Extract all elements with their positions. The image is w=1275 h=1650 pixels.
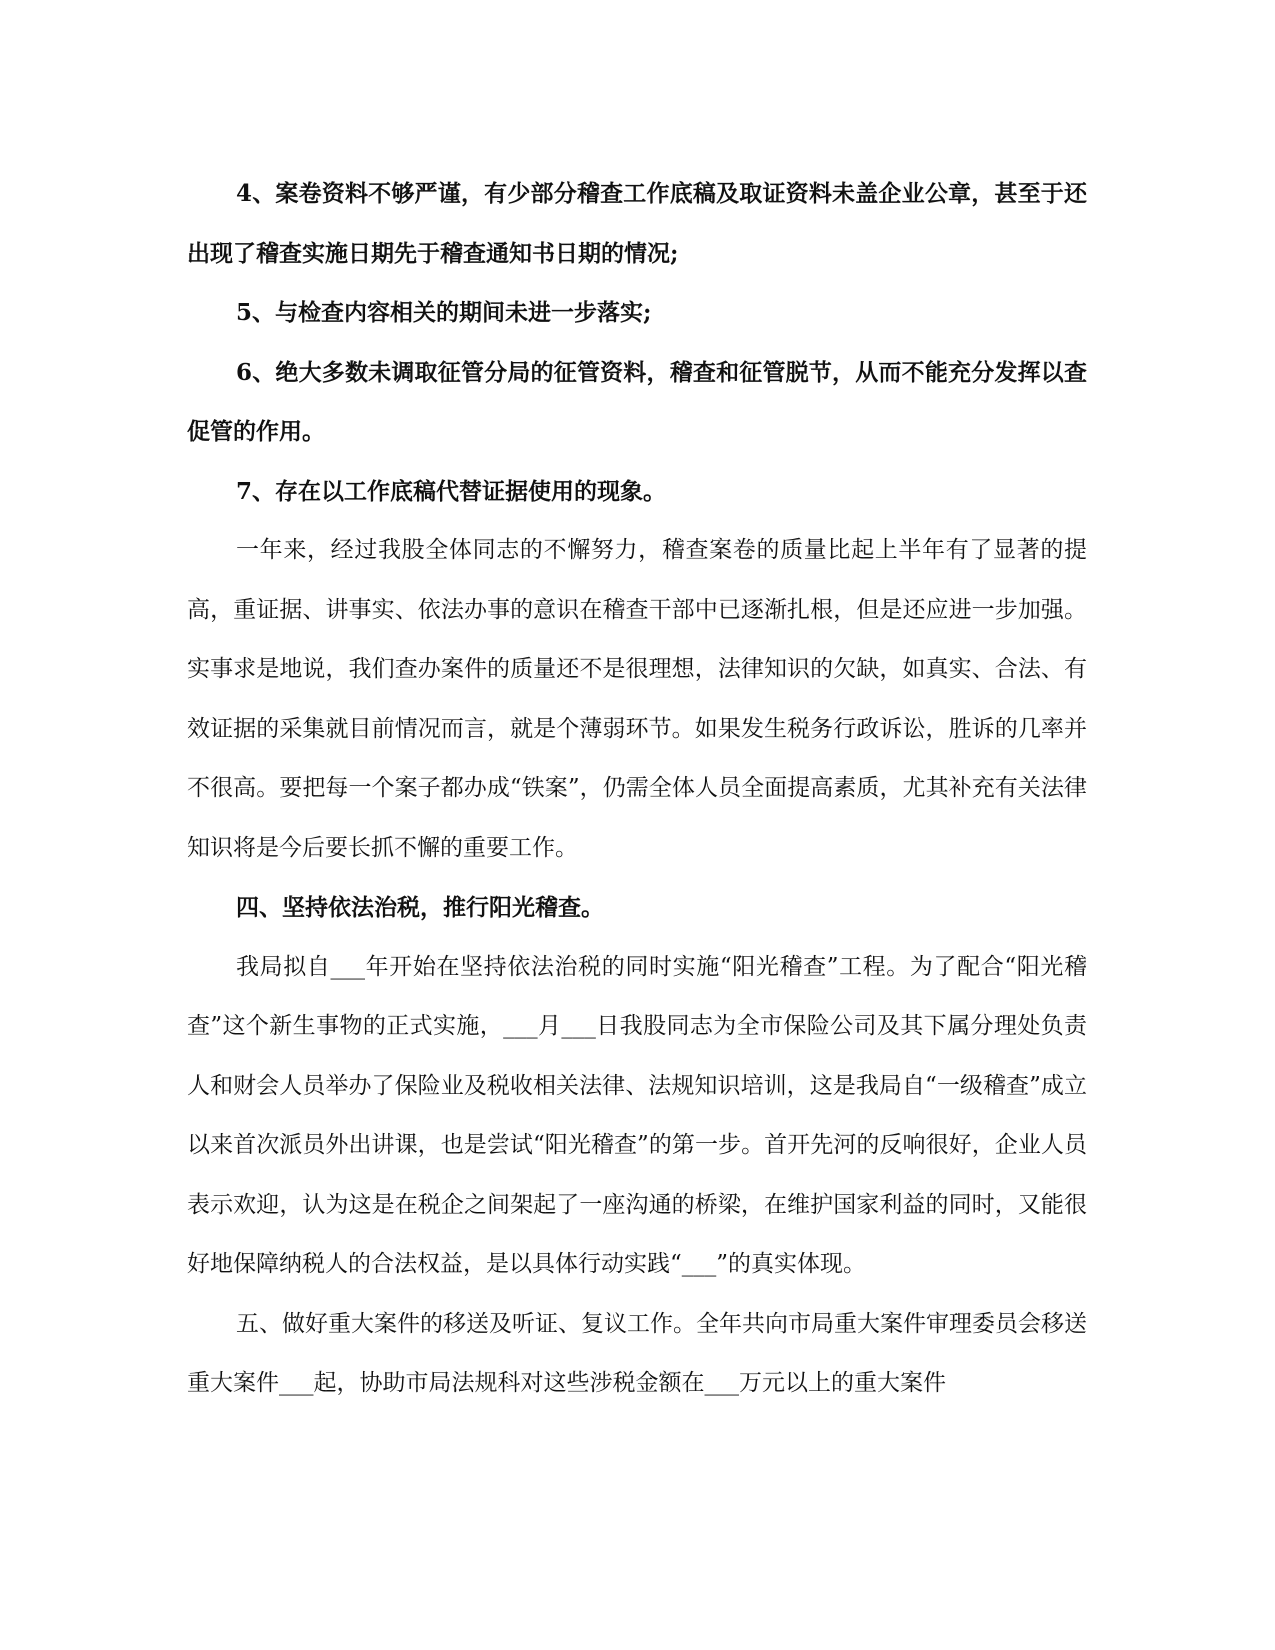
document-body [187,164,1087,1414]
paragraph-item-6: 6、绝大多数未调取征管分局的征管资料，稽查和征管脱节，从而不能充分发挥以查促管的作用。 [187,358,1087,445]
paragraph-summary: 一年来，经过我股全体同志的不懈努力，稽查案卷的质量比起上半年有了显著的提高，重证据、讲事实、依法办事的意识在稽查干部中已逐渐扎根，但是还应进一步加强。实事求是地说，我们查办案件的质量还不是很理想，法律知识的欠缺，如真实、合法、有效证据的采集就目前情况而言，就是个薄弱环节。如果发生税务行政诉讼，胜诉的几率并不很高。要把每一个案子都办成“铁案”，仍需全体人员全面提高素质，尤其补充有关法律知识将是今后要长抓不懈的重要工作。 [187,537,1087,861]
paragraph-item-4: 4、案卷资料不够严谨，有少部分稽查工作底稿及取证资料未盖企业公章，甚至于还出现了稽查实施日期先于稽查通知书日期的情况; [187,180,1087,267]
paragraph-section-five: 五、做好重大案件的移送及听证、复议工作。全年共向市局重大案件审理委员会移送重大案件___起，协助市局法规科对这些涉税金额在___万元以上的重大案件 [187,1310,1087,1396]
paragraph-item-7: 7、存在以工作底稿代替证据使用的现象。 [236,477,667,505]
section-heading-four: 四、坚持依法治税，推行阳光稽查。 [236,894,604,921]
paragraph-item-5: 5、与检查内容相关的期间未进一步落实; [236,299,652,326]
paragraph-sunshine-inspection: 我局拟自___年开始在坚持依法治税的同时实施“阳光稽查”工程。为了配合“阳光稽查”这个新生事物的正式实施，___月___日我股同志为全市保险公司及其下属分理处负责人和财会人员举办了保险业及税收相关法律、法规知识培训，这是我局自“一级稽查”成立以来首次派员外出讲课，也是尝试“阳光稽查”的第一步。首开先河的反响很好，企业人员表示欢迎，认为这是在税企之间架起了一座沟通的桥梁，在维护国家利益的同时，又能很好地保障纳税人的合法权益，是以具体行动实践“___”的真实体现。 [187,953,1087,1277]
